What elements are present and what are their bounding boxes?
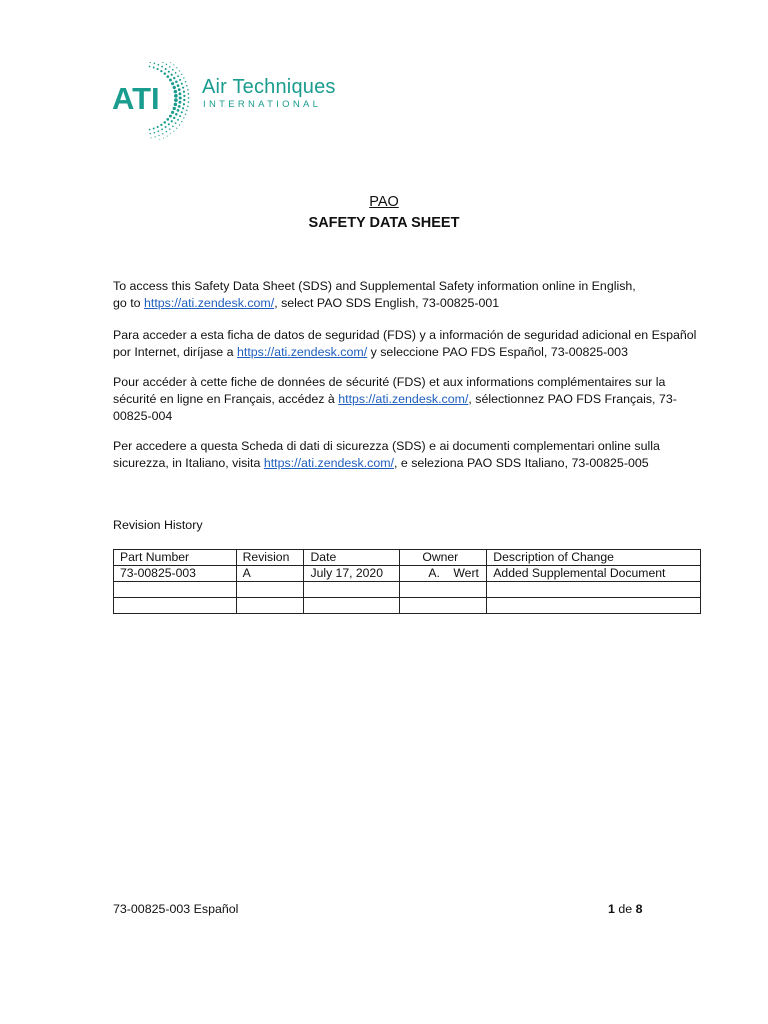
logo-dot	[183, 91, 185, 93]
logo-dot	[172, 69, 174, 71]
paragraph-line: Pour accéder à cette fiche de données de sécurité (FDS) et aux informations complémentaires sur la	[113, 375, 666, 389]
column-header-part-number: Part Number	[114, 550, 237, 566]
company-logo	[108, 62, 348, 140]
table-row	[114, 582, 701, 598]
logo-dot	[160, 70, 162, 72]
logo-dot	[181, 74, 182, 75]
logo-company-subtitle: INTERNATIONAL	[203, 99, 322, 110]
logo-dot	[187, 89, 189, 91]
paragraph-line	[113, 455, 713, 472]
cell-date	[304, 598, 400, 614]
zendesk-link[interactable]: https://ati.zendesk.com/	[144, 296, 275, 310]
logo-dot	[178, 105, 181, 108]
logo-dot	[188, 97, 190, 99]
paragraph-text: por Internet, diríjase a	[113, 345, 237, 359]
cell-description	[487, 582, 701, 598]
logo-dot	[174, 98, 178, 102]
logo-dot	[158, 64, 160, 66]
paragraph-text: go to	[113, 296, 145, 310]
logo-dot	[150, 62, 151, 63]
logo-dot	[187, 105, 189, 107]
logo-dot	[177, 119, 179, 121]
logo-dot	[188, 101, 190, 103]
logo-dot	[175, 72, 177, 74]
paragraph-line	[113, 295, 713, 312]
cell-date	[304, 582, 400, 598]
logo-dot	[173, 86, 176, 89]
cell-revision	[236, 582, 304, 598]
logo-dot	[179, 70, 180, 71]
logo-dot	[172, 125, 174, 127]
logo-dot	[168, 71, 170, 73]
logo-dot	[169, 66, 171, 68]
access-paragraph-italian	[113, 438, 713, 472]
logo-dot	[155, 136, 156, 137]
logo-dot	[165, 126, 167, 128]
logo-dot	[183, 99, 185, 101]
logo-dot	[158, 135, 159, 136]
logo-dot	[177, 75, 179, 77]
access-paragraph-english	[113, 278, 713, 312]
logo-dot	[161, 66, 163, 68]
paragraph-text: y seleccione PAO FDS Español, 73-00825-003	[367, 345, 628, 359]
table-row	[114, 566, 701, 582]
logo-dot	[159, 139, 160, 140]
logo-mark-text: ATI	[112, 81, 160, 116]
cell-owner	[400, 598, 487, 614]
logo-dot	[154, 63, 156, 65]
logo-dot	[164, 72, 167, 75]
logo-dot	[150, 137, 151, 138]
logo-dot	[176, 67, 177, 68]
logo-dot	[183, 95, 185, 97]
cell-owner: A. Wert	[400, 566, 487, 582]
logo-dot	[183, 77, 184, 78]
logo-dot	[150, 133, 151, 134]
logo-dot	[176, 128, 177, 129]
page-separator: de	[614, 902, 636, 916]
access-paragraph-spanish	[113, 327, 713, 361]
cell-part-number: 73-00825-003	[114, 566, 237, 582]
paragraph-line: Per accedere a questa Scheda di dati di sicurezza (SDS) e ai documenti complementari online sulla	[113, 439, 660, 453]
cell-part-number	[114, 598, 237, 614]
logo-dot	[162, 133, 163, 134]
paragraph-line	[113, 391, 713, 408]
logo-dot	[183, 103, 185, 105]
logo-dot	[179, 79, 181, 81]
logo-dot	[179, 115, 181, 117]
logo-dot	[181, 121, 182, 122]
logo-dot	[169, 115, 172, 118]
logo-dot	[162, 62, 163, 63]
logo-dot	[186, 110, 188, 112]
footer-document-ref: 73-00825-003 Español	[113, 902, 239, 916]
cell-part-number	[114, 582, 237, 598]
logo-dot	[182, 87, 184, 89]
cell-description: Added Supplemental Document	[487, 566, 701, 582]
paragraph-line: 00825-004	[113, 409, 173, 423]
logo-dot	[173, 64, 174, 65]
logo-dot	[175, 80, 178, 83]
paragraph-text: sicurezza, in Italiano, visita	[113, 456, 264, 470]
zendesk-link[interactable]: https://ati.zendesk.com/	[263, 456, 394, 470]
logo-dot	[177, 109, 180, 112]
column-header-date: Date	[304, 550, 400, 566]
logo-dot	[182, 107, 184, 109]
logo-dot	[177, 84, 180, 87]
logo-dot	[178, 88, 181, 91]
logo-dot	[173, 77, 175, 79]
paragraph-line: To access this Safety Data Sheet (SDS) and Supplemental Safety information online in English,	[113, 279, 636, 293]
logo-dot	[178, 92, 181, 95]
paragraph-line: Para acceder a esta ficha de datos de seguridad (FDS) y a información de seguridad adicional en Español	[113, 328, 697, 342]
logo-dot	[181, 83, 183, 85]
logo-dot	[173, 131, 174, 132]
column-header-owner: Owner	[400, 550, 487, 566]
logo-dot	[174, 103, 178, 107]
logo-dot	[166, 64, 167, 65]
logo-dot	[171, 74, 173, 76]
logo-dot	[173, 107, 176, 110]
logo-dot	[149, 129, 151, 131]
logo-dot	[169, 79, 172, 82]
cell-owner	[400, 582, 487, 598]
cell-revision	[236, 598, 304, 614]
logo-dot	[166, 75, 169, 78]
logo-dot	[161, 128, 163, 130]
logo-dot	[179, 96, 182, 99]
column-header-revision: Revision	[236, 550, 304, 566]
cell-description	[487, 598, 701, 614]
logo-dot	[171, 111, 174, 114]
logo-dot	[175, 122, 177, 124]
logo-dot	[167, 136, 168, 137]
logo-dot	[166, 118, 169, 121]
logo-dot	[173, 117, 175, 119]
logo-dot	[181, 111, 183, 113]
logo-dot	[157, 68, 159, 70]
logo-dot	[153, 128, 155, 130]
table-header-row	[114, 550, 701, 566]
access-paragraph-french	[113, 374, 713, 425]
logo-dot	[154, 132, 156, 134]
logo-dot	[160, 124, 162, 126]
paragraph-line	[113, 344, 713, 361]
logo-dot	[174, 94, 178, 98]
logo-dot	[153, 67, 155, 69]
paragraph-text: , sélectionnez PAO FDS Français, 73-	[468, 392, 677, 406]
revision-history-table	[113, 549, 701, 614]
page-total: 8	[635, 902, 643, 916]
logo-dot	[174, 90, 178, 94]
paragraph-text: sécurité en ligne en Français, accédez à	[113, 392, 339, 406]
zendesk-link[interactable]: https://ati.zendesk.com/	[338, 392, 469, 406]
logo-dot	[171, 120, 173, 122]
logo-dot	[170, 133, 171, 134]
logo-dot	[166, 131, 167, 132]
logo-dot	[165, 68, 167, 70]
logo-dot	[164, 121, 167, 124]
cell-date: July 17, 2020	[304, 566, 400, 582]
logo-dot	[175, 113, 178, 116]
logo-dot	[185, 81, 186, 82]
logo-dot	[168, 123, 170, 125]
column-header-description: Description of Change	[487, 550, 701, 566]
logo-dot	[186, 85, 188, 87]
zendesk-link[interactable]: https://ati.zendesk.com/	[236, 345, 368, 359]
logo-dot	[185, 114, 186, 115]
logo-dot	[171, 82, 174, 85]
cell-revision: A	[236, 566, 304, 582]
logo-dot	[170, 62, 171, 63]
paragraph-text: , select PAO SDS English, 73-00825-001	[274, 296, 500, 310]
ati-logo-mark-icon	[108, 62, 200, 140]
logo-dot	[183, 117, 184, 118]
document-title: SAFETY DATA SHEET	[308, 215, 460, 231]
footer-page-number	[608, 902, 642, 916]
logo-dot	[158, 130, 160, 132]
logo-dot	[163, 138, 164, 139]
document-header	[0, 192, 768, 234]
logo-dot	[188, 93, 190, 95]
table-row	[114, 598, 701, 614]
logo-dot	[179, 124, 180, 125]
logo-dot	[157, 126, 159, 128]
page-current: 1	[608, 902, 615, 916]
logo-company-name: Air Techniques	[202, 76, 336, 98]
paragraph-text: , e seleziona PAO SDS Italiano, 73-00825-005	[394, 456, 649, 470]
revision-history-label: Revision History	[113, 518, 203, 532]
logo-dot	[178, 101, 181, 104]
logo-dot	[169, 128, 171, 130]
document-code: PAO	[369, 194, 399, 210]
logo-dot	[149, 66, 151, 68]
